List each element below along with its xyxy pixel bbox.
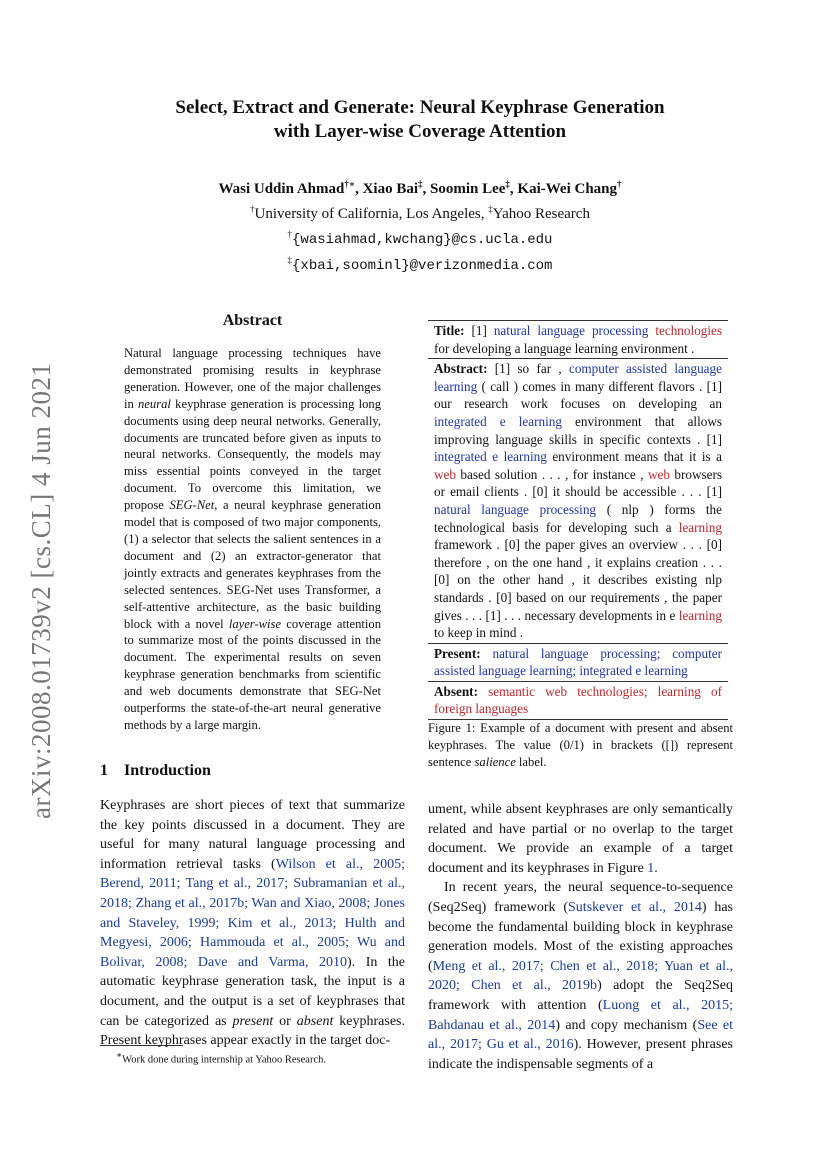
arxiv-stamp: [26, 362, 56, 850]
author-names: Wasi Uddin Ahmad†∗, Xiao Bai‡, Soomin Lee‡, Kai-Wei Chang†: [218, 179, 622, 197]
citation-link[interactable]: Meng et al., 2017; Chen et al., 2018; Yuan et al., 2020; Chen et al., 2019b: [428, 958, 733, 994]
figure-1-caption: Figure 1: Example of a document with present and absent keyphrases. The value (0/1) in brackets ([]) represent sentence salience label.: [428, 721, 733, 769]
intro-paragraph-1: ument, while absent keyphrases are only semantically related and have partial or no overlap to the target document. We provide an example of a target document and its keyphrases in Figure 1.: [428, 802, 733, 876]
email-2: ‡{xbai,soominl}@verizonmedia.com: [287, 255, 553, 274]
citation-link[interactable]: Luong et al., 2015; Bahdanau et al., 2014: [428, 997, 734, 1033]
footnote-rule: [100, 1045, 183, 1046]
figure-1-example: [428, 320, 728, 720]
abstract-heading: Abstract: [222, 312, 283, 329]
citation-link[interactable]: See et al., 2017; Gu et al., 2016: [428, 1017, 734, 1053]
citation-link[interactable]: Wilson et al., 2005; Berend, 2011; Tang et al., 2017; Subramanian et al., 2018; Zhang et al., 2017b; Wan and Xiao, 2008; Jones and Staveley, 1999; Kim et al., 2013; Hulth and Megyesi, 2006; Hammouda et al., 2005; Wu and Bolivar, 2008; Dave and Varma, 2010: [100, 856, 405, 970]
intro-paragraph-2: In recent years, the neural sequence-to-sequence (Seq2Seq) framework (Sutskever et al., 2014) has become the fundamental building block in keyphrase generation models. Most of the existing approaches (Meng et al., 2017; Chen et al., 2018; Yuan et al., 2020; Chen et al., 2019b) adopt the Seq2Seq framework with attention (Luong et al., 2015; Bahdanau et al., 2014) and copy mechanism (See et al., 2017; Gu et al., 2016). However, present phrases indicate the indispensable segments of a: [428, 880, 734, 1072]
figure-absent-row: Absent: semantic web technologies; learning of foreign languages: [428, 681, 728, 720]
figure-present-row: Present: natural language processing; computer assisted language learning; integrated e learning: [428, 643, 728, 681]
intro-right-column: [428, 800, 733, 1074]
author-block: [130, 174, 710, 276]
paper-title: Select, Extract and Generate: Neural Keyphrase Generation with Layer-wise Coverage Attention: [175, 97, 665, 142]
citation-link[interactable]: Sutskever et al., 2014: [568, 899, 702, 915]
email-1: †{wasiahmad,kwchang}@cs.ucla.edu: [287, 229, 553, 248]
affiliations: †University of California, Los Angeles, ‡Yahoo Research: [250, 204, 590, 222]
intro-left-column: Keyphrases are short pieces of text that summarize the key points discussed in a document. They are useful for many natural language processing and information retrieval tasks (Wilson et al., 2005; Berend, 2011; Tang et al., 2017; Subramanian et al., 2018; Zhang et al., 2017b; Wan and Xiao, 2008; Jones and Staveley, 1999; Kim et al., 2013; Hulth and Megyesi, 2006; Hammouda et al., 2005; Wu and Bolivar, 2008; Dave and Varma, 2010). In the automatic keyphrase generation task, the input is a document, and the output is a set of keyphrases that can be categorized as present or absent keyphrases. Present keyphrases appear exactly in the target doc-: [100, 798, 406, 1049]
figure-title-row: Title: [1] natural language processing technologies for developing a language learning environment .: [428, 320, 728, 358]
abstract-text: Natural language processing techniques have demonstrated promising results in keyphrase generation. However, one of the major challenges in neural keyphrase generation is processing long documents using deep neural networks. Generally, documents are truncated before given as inputs to neural networks. Consequently, the models may miss essential points conveyed in the target document. To overcome this limitation, we propose SEG-Net, a neural keyphrase generation model that is composed of two major components, (1) a selector that selects the salient sentences in a document and (2) an extractor-generator that jointly extracts and generates keyphrases from the selected sentences. SEG-Net uses Transformer, a self-attentive architecture, as the basic building block with a novel layer-wise coverage attention to summarize most of the points discussed in the document. The experimental results on seven keyphrase generation benchmarks from scientific and web documents demonstrate that SEG-Net outperforms the state-of-the-art neural generative methods by a large margin.: [124, 346, 381, 732]
section-heading: 1 Introduction: [100, 762, 211, 779]
figure-ref-link[interactable]: 1: [647, 860, 655, 876]
arxiv-id: arXiv:2008.01739v2 [cs.CL] 4 Jun 2021: [26, 362, 56, 819]
figure-abstract-row: Abstract: [1] so far , computer assisted language learning ( call ) comes in many different flavors . [1] our research work focuses on developing an integrated e learning environment that allows improving language skills in specific contexts . [1] integrated e learning environment means that it is a web based solution . . . , for instance , web browsers or email clients . [0] it should be accessible . . . [1] natural language processing ( nlp ) forms the technological basis for developing such a learning framework . [0] the paper gives an overview . . . [0] therefore , on the one hand , it explains creation . . . [0] on the other hand , it describes existing nlp standards . [0] based on our requirements , the paper gives . . . [1] . . . necessary developments in e learning to keep in mind .: [428, 358, 728, 643]
footnote: ∗Work done during internship at Yahoo Research.: [116, 1050, 326, 1066]
